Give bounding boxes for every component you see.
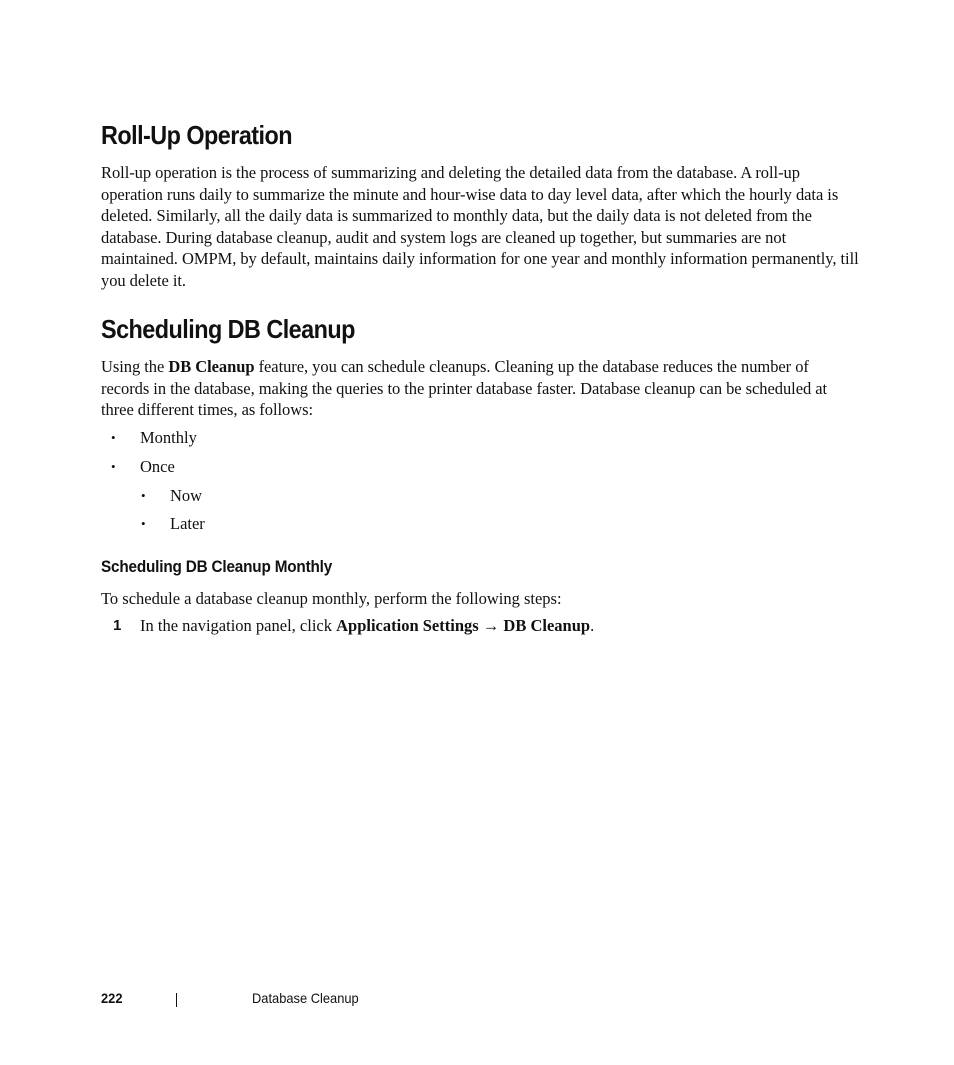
chapter-title: Database Cleanup [252, 990, 359, 1006]
monthly-intro-paragraph: To schedule a database cleanup monthly, perform the following steps: [101, 589, 562, 608]
bullet-icon: • [111, 430, 116, 445]
scheduling-para-prefix: Using the [101, 357, 169, 376]
footer-divider [176, 993, 177, 1007]
subsection-heading-monthly: Scheduling DB Cleanup Monthly [101, 557, 333, 576]
bullet-icon: • [141, 488, 146, 503]
db-cleanup-term: DB Cleanup [168, 357, 255, 376]
application-settings-term: Application Settings [336, 616, 479, 635]
sub-list-item-label: Later [170, 514, 205, 533]
section-heading-scheduling: Scheduling DB Cleanup [101, 314, 355, 344]
list-item-label: Monthly [140, 428, 197, 447]
rollup-paragraph: Roll-up operation is the process of summarizing and deleting the detailed data from the database. A roll-up operation runs daily to summarize the minute and hour-wise data to day level data, after which the hourly data is deleted. Similarly, all the daily data is summarized to monthly data, but the daily data is not deleted from the database. During database cleanup, audit and system logs are cleaned up together, but summaries are not maintained. OMPM, by default, maintains daily information for one year and monthly information permanently, till you delete it. [101, 163, 859, 290]
scheduling-para-suffix: feature, you can schedule cleanups. Cleaning up the database reduces the number of records in the database, making the queries to the printer database faster. Database cleanup can be scheduled at three different times, as follows: [101, 357, 828, 420]
step-prefix: In the navigation panel, click [140, 616, 337, 635]
step-number: 1 [113, 617, 122, 634]
page-number: 222 [101, 990, 123, 1006]
list-item-label: Once [140, 457, 175, 476]
bullet-icon: • [141, 516, 146, 531]
step-content [140, 616, 594, 636]
section-heading-rollup: Roll-Up Operation [101, 120, 293, 150]
arrow-icon: → [478, 616, 504, 635]
bullet-icon: • [111, 459, 116, 474]
scheduling-paragraph [101, 356, 861, 421]
sub-list-item-label: Now [170, 486, 203, 505]
db-cleanup-menu-term: DB Cleanup [503, 616, 591, 635]
step-suffix: . [590, 616, 595, 635]
